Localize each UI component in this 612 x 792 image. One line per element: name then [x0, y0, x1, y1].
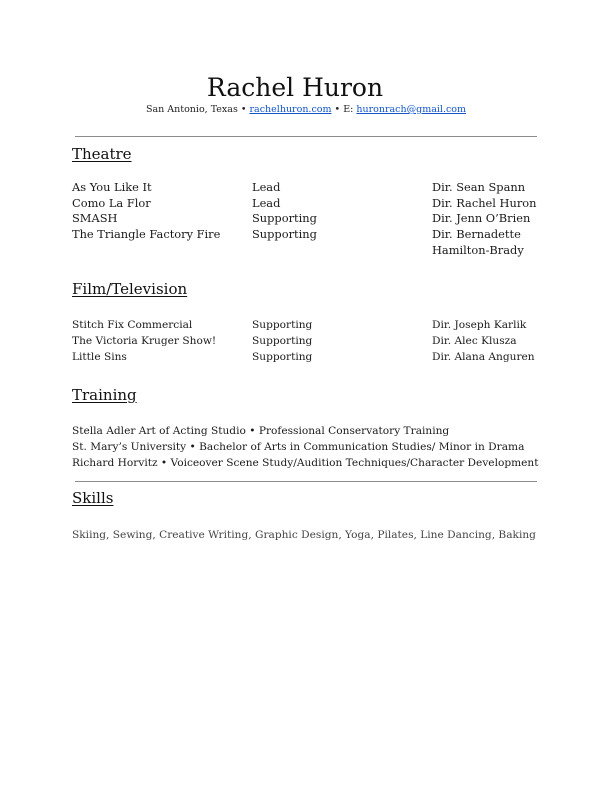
section-title-skills: Skills: [72, 489, 114, 507]
section-title-training: Training: [72, 386, 137, 404]
role: Supporting: [252, 227, 317, 241]
role: Supporting: [252, 351, 313, 363]
production-title: The Triangle Factory Fire: [72, 227, 221, 241]
production-title: As You Like It: [72, 180, 152, 194]
email-label: E:: [343, 104, 354, 115]
production-title: Como La Flor: [72, 196, 151, 210]
director-continued: Hamilton-Brady: [432, 243, 524, 257]
list-item: Richard Horvitz • Voiceover Scene Study/Audition Techniques/Character Development: [72, 457, 539, 469]
separator: •: [240, 104, 247, 115]
skills-list: Skiing, Sewing, Creative Writing, Graphic Design, Yoga, Pilates, Line Dancing, Baking: [72, 529, 536, 541]
director: Dir. Sean Spann: [432, 180, 526, 194]
role: Supporting: [252, 211, 317, 225]
role: Supporting: [252, 319, 313, 331]
contact-line: [0, 103, 612, 117]
director: Dir. Rachel Huron: [432, 196, 537, 210]
director: Dir. Joseph Karlik: [432, 319, 527, 331]
separator: •: [334, 104, 341, 115]
role: Lead: [252, 196, 281, 210]
production-title: SMASH: [72, 211, 118, 225]
location: San Antonio, Texas: [145, 104, 238, 115]
director: Dir. Bernadette: [432, 227, 521, 241]
director: Dir. Jenn O’Brien: [432, 211, 531, 225]
director: Dir. Alec Klusza: [432, 335, 517, 347]
section-title-film: Film/Television: [72, 280, 188, 298]
section-title-theatre: Theatre: [72, 145, 132, 163]
email-link[interactable]: huronrach@gmail.com: [356, 104, 467, 115]
resume-name: Rachel Huron: [206, 73, 384, 102]
production-title: Stitch Fix Commercial: [72, 319, 193, 331]
list-item: Stella Adler Art of Acting Studio • Professional Conservatory Training: [72, 425, 450, 437]
list-item: St. Mary’s University • Bachelor of Arts in Communication Studies/ Minor in Drama: [72, 441, 525, 453]
production-title: Little Sins: [72, 351, 127, 363]
director: Dir. Alana Anguren: [432, 351, 535, 363]
production-title: The Victoria Kruger Show!: [72, 335, 217, 347]
role: Supporting: [252, 335, 313, 347]
role: Lead: [252, 180, 281, 194]
divider: [75, 481, 537, 482]
divider: [75, 136, 537, 137]
website-link[interactable]: rachelhuron.com: [249, 104, 332, 115]
